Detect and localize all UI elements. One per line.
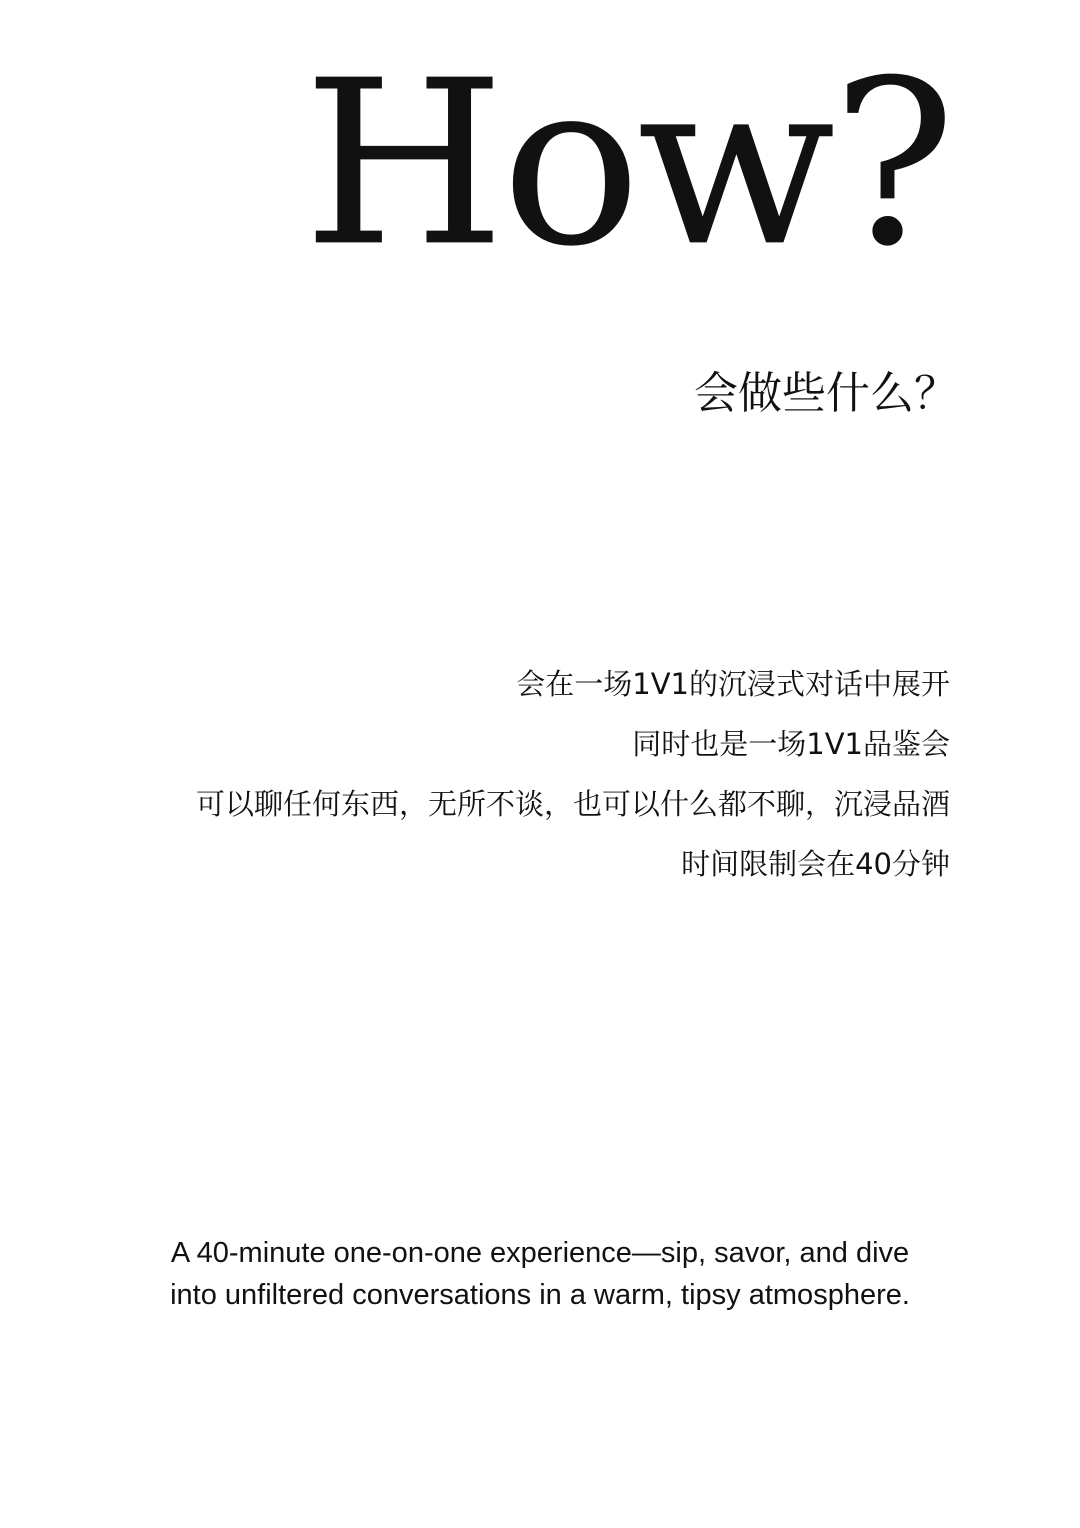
english-description-line: into unfiltered conversations in a warm, tipsy atmosphere.	[170, 1279, 910, 1311]
chinese-description	[196, 660, 950, 900]
page-subheadline: 会做些什么？	[694, 368, 958, 419]
chinese-description-line: 可以聊任何东西，无所不谈，也可以什么都不聊，沉浸品酒	[195, 787, 950, 821]
chinese-description-line: 会在一场1V1的沉浸式对话中展开	[516, 667, 950, 701]
page-headline: How?	[303, 31, 952, 297]
chinese-description-line: 时间限制会在40分钟	[681, 847, 950, 881]
chinese-description-line: 同时也是一场1V1品鉴会	[632, 727, 950, 761]
english-description	[0, 1232, 1080, 1316]
english-description-line: A 40-minute one-on-one experience—sip, savor, and dive	[170, 1237, 910, 1269]
